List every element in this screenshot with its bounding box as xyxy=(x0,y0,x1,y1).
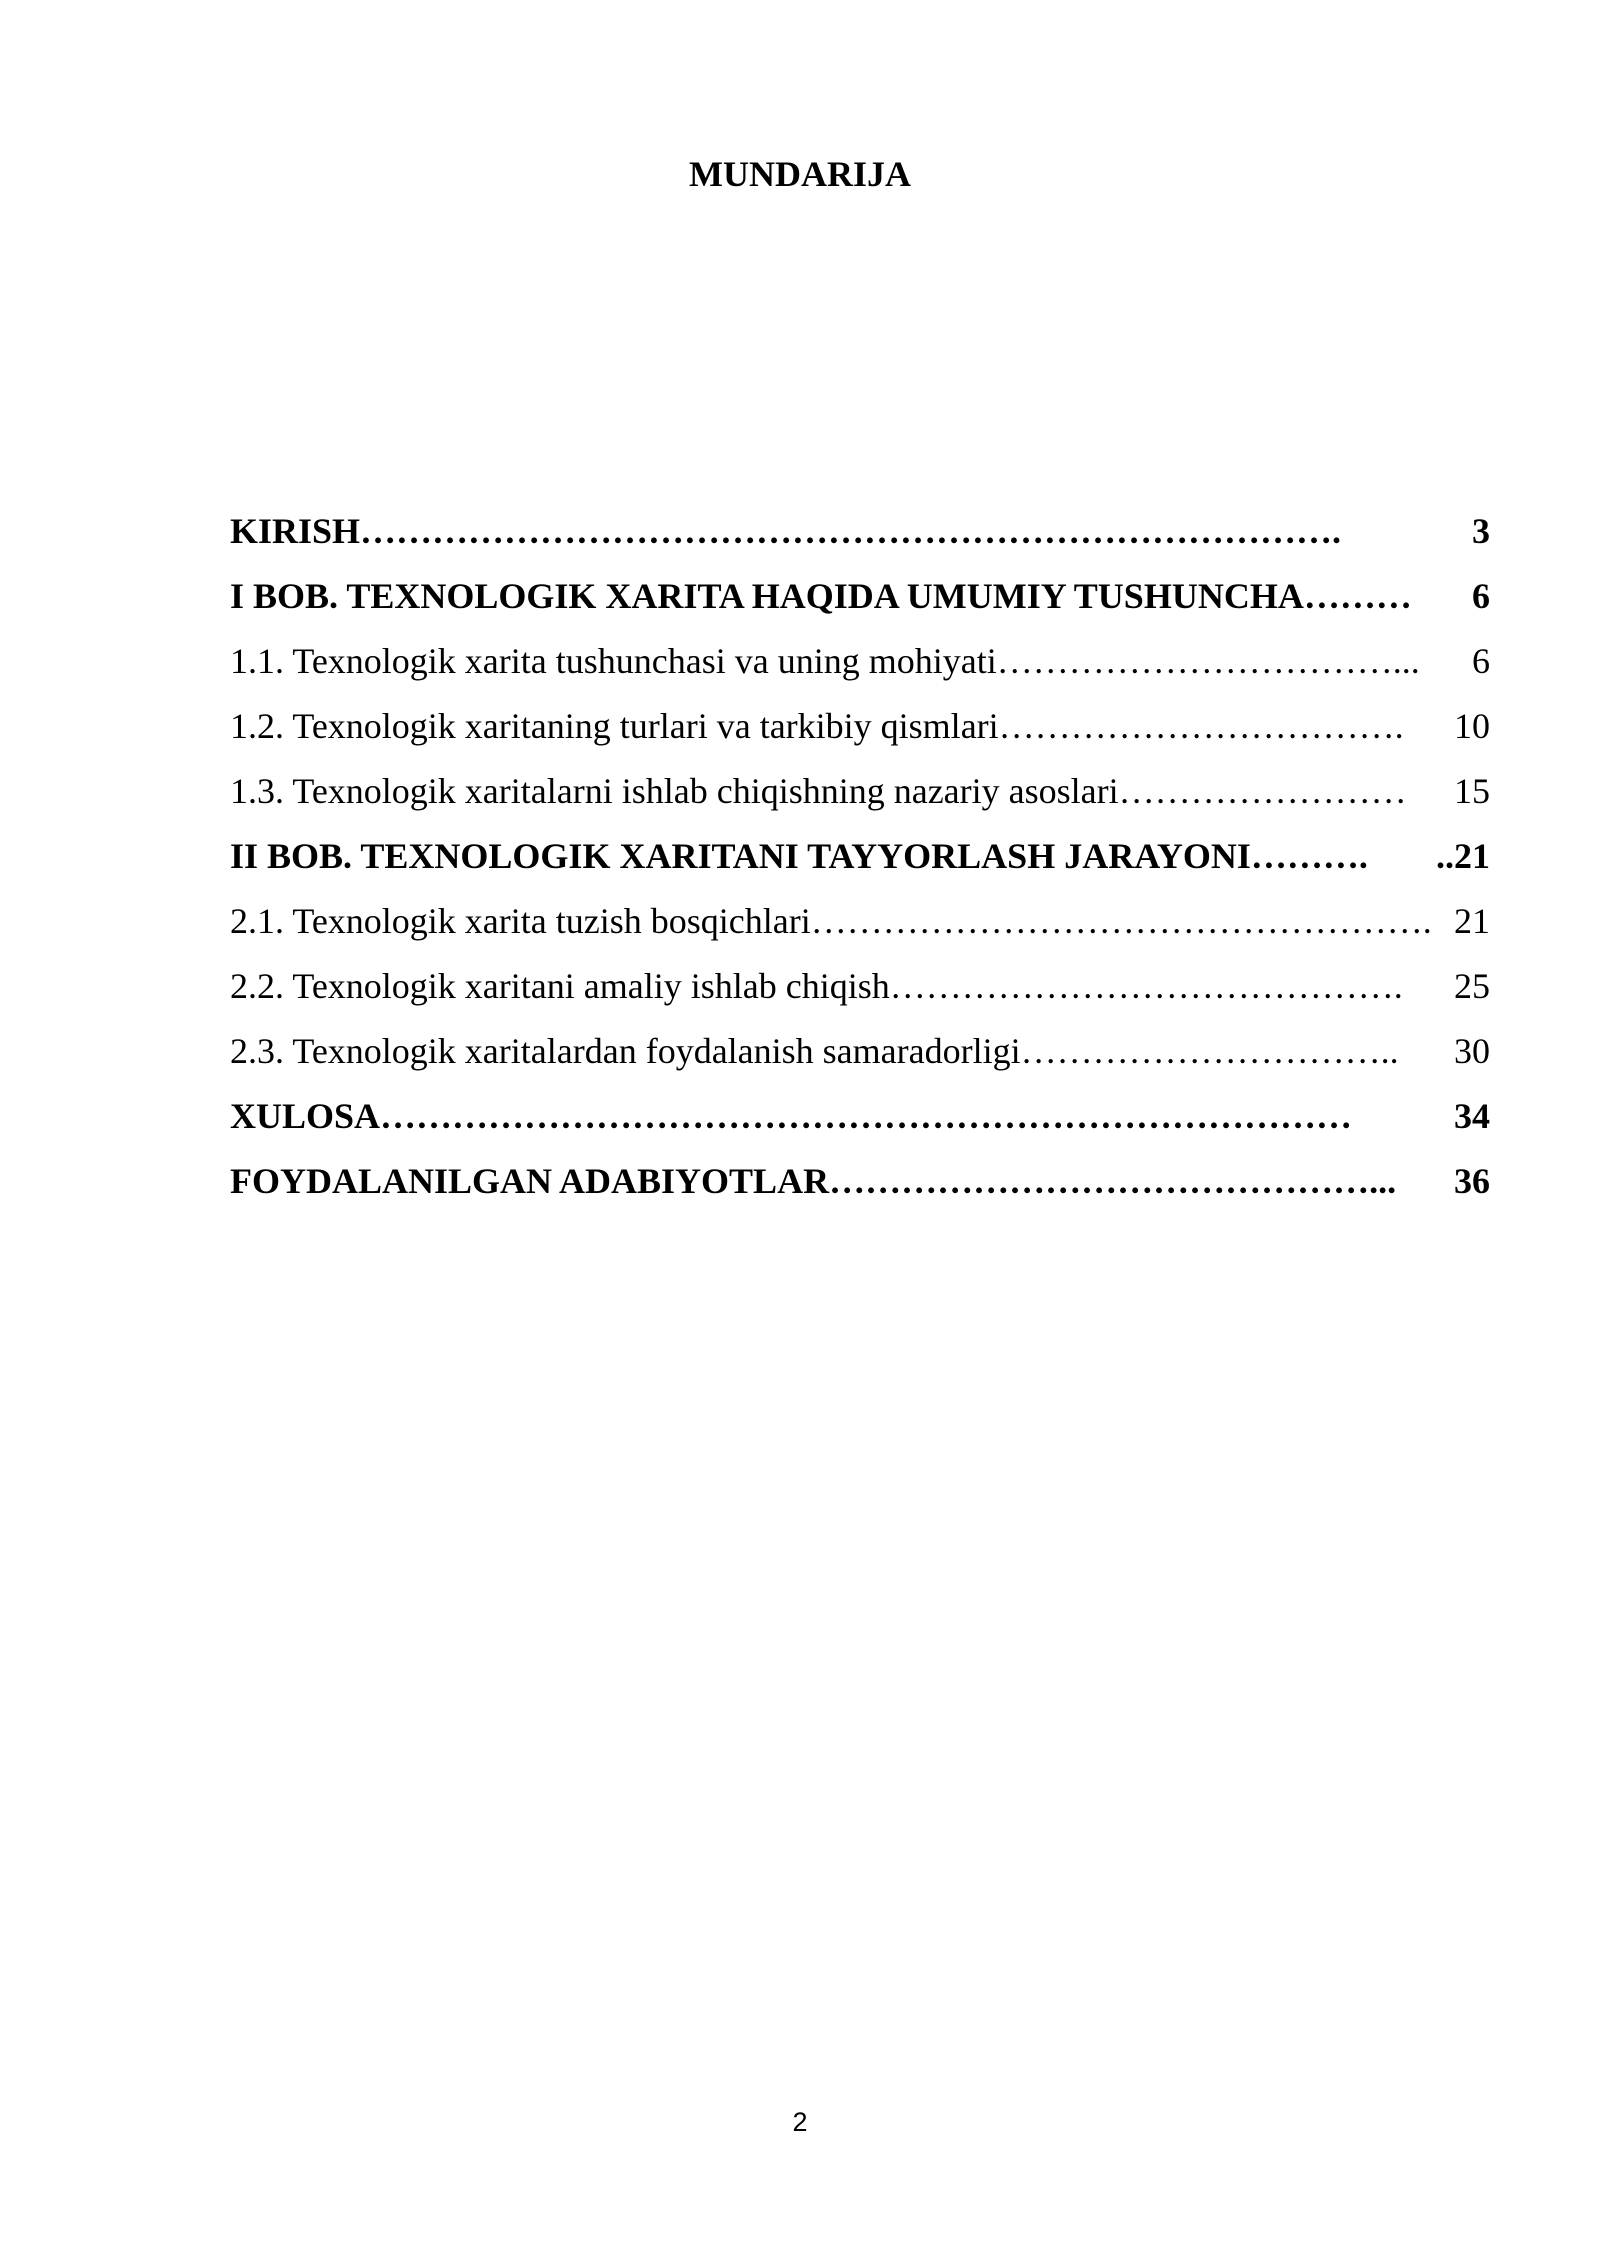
toc-entry-section-2-1[interactable] xyxy=(230,888,1490,953)
toc-entry-leader: ……………………………………………. xyxy=(810,900,1432,941)
toc-entry-page: 30 xyxy=(1454,1030,1490,1071)
toc-entry-section-2-2[interactable] xyxy=(230,953,1490,1018)
toc-entry-section-1-2[interactable] xyxy=(230,693,1490,758)
toc-entry-references[interactable] xyxy=(230,1148,1490,1213)
toc-entry-leader: ………………………………………………………………………. xyxy=(360,510,1342,551)
toc-entry-chapter-2[interactable] xyxy=(230,823,1490,888)
toc-entry-text: 1.2. Texnologik xaritaning turlari va tarkibiy qismlari xyxy=(230,705,999,746)
toc-entry-page: 6 xyxy=(1472,640,1490,681)
toc-entry-page: 25 xyxy=(1454,965,1490,1006)
toc-entry-text: II BOB. TEXNOLOGIK XARITANI TAYYORLASH JARAYONI xyxy=(230,835,1251,876)
toc-entry-leader: ……… xyxy=(1303,575,1412,616)
toc-entry-leader: …………………… xyxy=(1118,770,1407,811)
toc-entry-page: 36 xyxy=(1454,1160,1490,1201)
toc-entry-section-1-1[interactable] xyxy=(230,628,1490,693)
toc-entry-page: 6 xyxy=(1472,575,1490,616)
toc-entry-page: 34 xyxy=(1454,1095,1490,1136)
toc-entry-leader: ……………………………... xyxy=(996,640,1420,681)
toc-entry-leader: ……………………………………. xyxy=(889,965,1403,1006)
toc-entry-leader: ………………………….. xyxy=(1020,1030,1399,1071)
toc-entry-leader: ……………………………. xyxy=(998,705,1404,746)
toc-entry-section-2-3[interactable] xyxy=(230,1018,1490,1083)
page-title: MUNDARIJA xyxy=(689,154,911,194)
toc-entry-text: 2.1. Texnologik xarita tuzish bosqichlari xyxy=(230,900,811,941)
toc-entry-leader: ………. xyxy=(1250,835,1368,876)
toc-entry-section-1-3[interactable] xyxy=(230,758,1490,823)
toc-entry-page: ..21 xyxy=(1436,835,1490,876)
toc-entry-kirish[interactable] xyxy=(230,498,1490,563)
toc-entry-text: 2.3. Texnologik xaritalardan foydalanish samaradorligi xyxy=(230,1030,1021,1071)
toc-entry-page: 10 xyxy=(1454,705,1490,746)
toc-entry-page: 3 xyxy=(1472,510,1490,551)
toc-entry-text: FOYDALANILGAN ADABIYOTLAR xyxy=(230,1160,830,1201)
toc-entry-page: 15 xyxy=(1454,770,1490,811)
page-number: 2 xyxy=(792,2107,808,2137)
toc-entry-chapter-1[interactable] xyxy=(230,563,1490,628)
toc-entry-text: 1.3. Texnologik xaritalarni ishlab chiqishning nazariy asoslari xyxy=(230,770,1119,811)
toc-entry-text: I BOB. TEXNOLOGIK XARITA HAQIDA UMUMIY TUSHUNCHA xyxy=(230,575,1304,616)
toc-entry-xulosa[interactable] xyxy=(230,1083,1490,1148)
toc-entry-text: 2.2. Texnologik xaritani amaliy ishlab chiqish xyxy=(230,965,890,1006)
toc-entry-leader: ………………………………………... xyxy=(829,1160,1397,1201)
toc-entry-text: 1.1. Texnologik xarita tushunchasi va uning mohiyati xyxy=(230,640,997,681)
toc-entry-leader: ……………………………………………………………………… xyxy=(380,1095,1353,1136)
toc-entry-text: KIRISH xyxy=(230,510,361,551)
toc-entry-text: XULOSA xyxy=(230,1095,381,1136)
table-of-contents xyxy=(230,498,1490,1213)
toc-entry-page: 21 xyxy=(1454,900,1490,941)
